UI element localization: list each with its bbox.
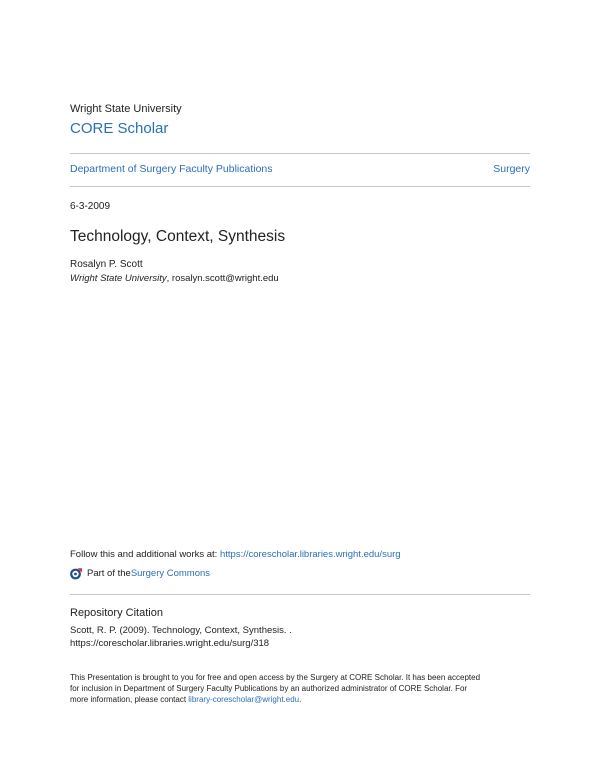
citation-text bbox=[70, 624, 292, 650]
footer-period: . bbox=[299, 695, 302, 704]
part-of-line bbox=[70, 567, 210, 580]
citation-heading: Repository Citation bbox=[70, 607, 163, 619]
collection-link[interactable]: Department of Surgery Faculty Publications bbox=[70, 163, 273, 175]
follow-label: Follow this and additional works at: bbox=[70, 549, 220, 560]
footer-line bbox=[70, 694, 480, 705]
footer-line: for inclusion in Department of Surgery Faculty Publications by an authorized administrator of CORE Scholar. For bbox=[70, 684, 468, 693]
author-affiliation bbox=[70, 273, 279, 284]
core-scholar-link[interactable]: CORE Scholar bbox=[70, 120, 169, 137]
author-email: , rosalyn.scott@wright.edu bbox=[166, 273, 279, 284]
follow-link[interactable]: https://corescholar.libraries.wright.edu/surg bbox=[219, 549, 401, 560]
author-name: Rosalyn P. Scott bbox=[70, 259, 143, 270]
divider-nav bbox=[70, 186, 530, 187]
network-commons-icon bbox=[70, 567, 83, 580]
part-of-label: Part of the bbox=[87, 568, 131, 579]
divider-citation bbox=[70, 594, 530, 595]
surgery-commons-link[interactable]: Surgery Commons bbox=[130, 568, 211, 579]
document-title: Technology, Context, Synthesis bbox=[70, 228, 286, 245]
publication-date: 6-3-2009 bbox=[70, 201, 111, 212]
follow-line bbox=[70, 549, 401, 560]
contact-email-link[interactable]: library-corescholar@wright.edu bbox=[188, 695, 300, 704]
affiliation-institution: Wright State University bbox=[70, 273, 167, 284]
citation-line: Scott, R. P. (2009). Technology, Context, Synthesis. . bbox=[70, 625, 292, 636]
parent-collection-link[interactable]: Surgery bbox=[493, 163, 530, 175]
citation-url: https://corescholar.libraries.wright.edu/surg/318 bbox=[70, 638, 270, 649]
footer-notice bbox=[70, 672, 480, 705]
footer-contact-label: more information, please contact bbox=[70, 695, 189, 704]
footer-line: This Presentation is brought to you for free and open access by the Surgery at CORE Scholar. It has been accepted bbox=[70, 673, 481, 682]
university-name: Wright State University bbox=[70, 103, 182, 115]
divider-top bbox=[70, 153, 530, 154]
